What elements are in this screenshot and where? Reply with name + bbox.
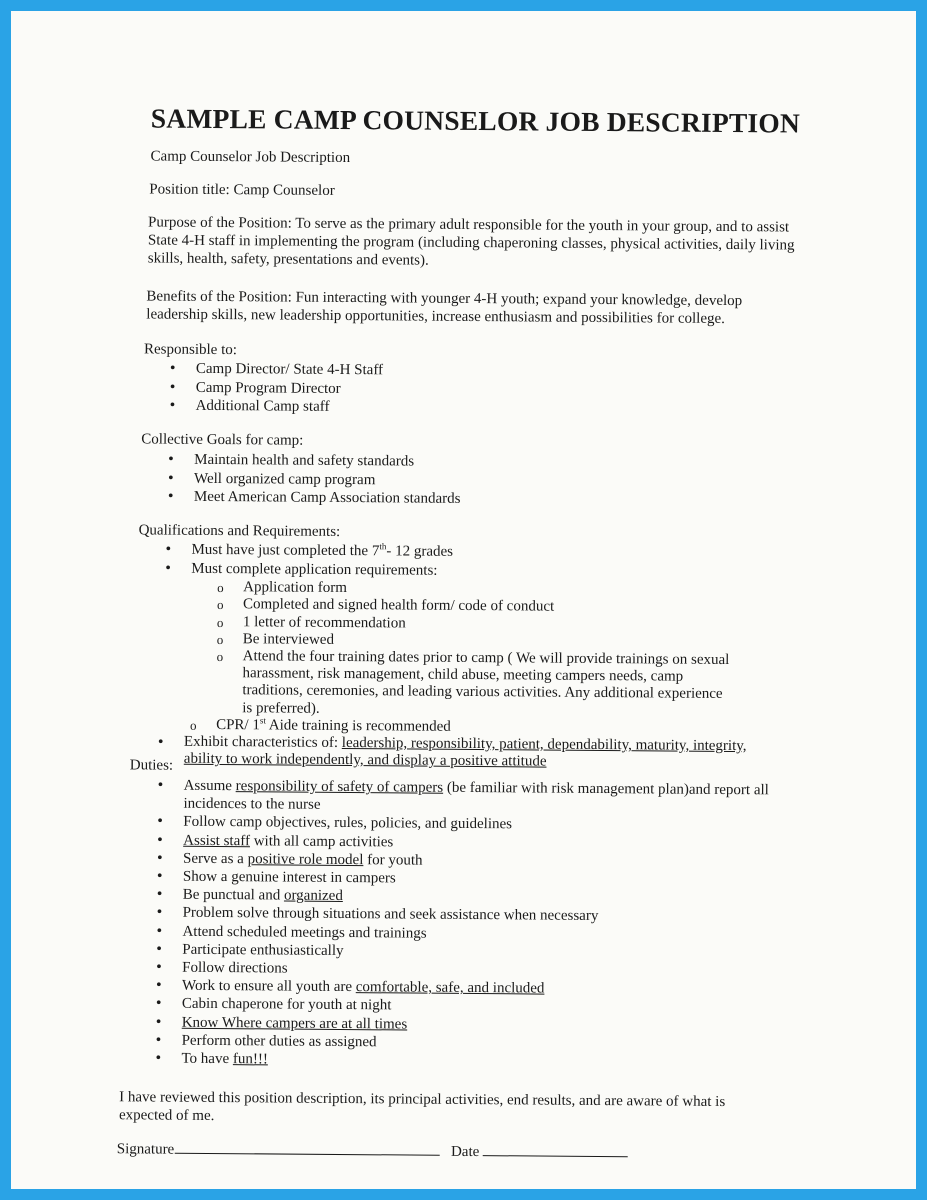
application-requirements-list bbox=[216, 579, 737, 738]
duty-text: Assume bbox=[183, 777, 236, 795]
list-item: • Additional Camp staff bbox=[170, 397, 383, 417]
duty-text: To have bbox=[181, 1050, 233, 1068]
subtitle: Camp Counselor Job Description bbox=[150, 148, 351, 167]
duty-text: Work to ensure all youth are bbox=[181, 977, 356, 996]
list-item: • Camp Program Director bbox=[170, 378, 383, 398]
signature-row bbox=[117, 1138, 677, 1162]
duty-emphasis: comfortable, safe, and included bbox=[355, 979, 545, 997]
cpr-text-end: Aide training is recommended bbox=[265, 717, 451, 735]
duty-text: Be punctual and bbox=[182, 886, 285, 904]
duties-label: Duties: bbox=[129, 757, 174, 774]
list-item: • Well organized camp program bbox=[168, 469, 461, 490]
signature-label: Signature bbox=[116, 1141, 175, 1158]
benefits-paragraph: Benefits of the Position: Fun interacting with younger 4-H youth; expand your knowledge, develop leadership skills, new leadership opportunities, increase enthusiasm and possibilities for college. bbox=[146, 288, 743, 327]
duty-text-end: for youth bbox=[363, 851, 423, 869]
cpr-text: CPR/ 1 bbox=[216, 716, 260, 734]
list-item: • Maintain health and safety standards bbox=[168, 451, 461, 472]
collective-goals-list bbox=[168, 451, 461, 509]
duty-text-end: with all camp activities bbox=[249, 832, 394, 851]
application-label: Must complete application requirements: bbox=[191, 560, 438, 579]
grades-text: Must have just completed the 7 bbox=[191, 541, 380, 560]
list-item: • Meet American Camp Association standards bbox=[168, 488, 461, 509]
sub-list-item: o Attend the four training dates prior to camp ( We will provide trainings on sexual harassment, risk management, child abuse, meeting campers needs, camp traditions, ceremonies, and leading various activities. Any additional experience is preferred). bbox=[216, 648, 737, 721]
exhibit-characteristics: leadership, responsibility, patient, dependability, maturity, integrity, ability to work independently, and display a positive attitude bbox=[183, 735, 747, 770]
duty-emphasis: organized bbox=[283, 887, 343, 905]
responsible-to-label: Responsible to: bbox=[143, 341, 238, 359]
list-item: • Attend scheduled meetings and trainings bbox=[156, 922, 796, 945]
cpr-superscript: st bbox=[259, 715, 266, 726]
acknowledgement-paragraph: I have reviewed this position description, its principal activities, end results, and are aware of what is expected of me. bbox=[118, 1089, 726, 1124]
sub-list-item: o 1 letter of recommendation bbox=[217, 614, 737, 635]
sub-list-item: o Be interviewed bbox=[217, 631, 737, 652]
list-item: • Follow directions bbox=[156, 959, 796, 982]
list-item bbox=[157, 777, 797, 818]
list-item: • Problem solve through situations and seek assistance when necessary bbox=[157, 904, 797, 927]
purpose-paragraph: Purpose of the Position: To serve as the primary adult responsible for the youth in your group, and to assist State 4-H staff in implementing the program (including chaperoning classes, physical activities, daily living skills, health, safety, presentations and events). bbox=[147, 214, 795, 269]
duty-emphasis: Know Where campers are at all times bbox=[181, 1014, 408, 1033]
position-title: Position title: Camp Counselor bbox=[149, 181, 335, 199]
list-item: • Participate enthusiastically bbox=[156, 940, 796, 963]
list-item bbox=[164, 559, 785, 738]
list-item bbox=[155, 1050, 795, 1073]
list-item: • Camp Director/ State 4-H Staff bbox=[170, 360, 383, 380]
duty-emphasis: positive role model bbox=[247, 851, 364, 868]
list-item: • Show a genuine interest in campers bbox=[157, 868, 797, 891]
document-page bbox=[11, 11, 916, 1189]
duty-emphasis: fun!!! bbox=[232, 1051, 268, 1068]
grades-text-end: - 12 grades bbox=[386, 543, 454, 560]
signature-field[interactable] bbox=[174, 1139, 439, 1156]
exhibit-text: Exhibit characteristics of: bbox=[183, 733, 342, 752]
list-item: • Cabin chaperone for youth at night bbox=[156, 995, 796, 1018]
list-item: • Perform other duties as assigned bbox=[156, 1031, 796, 1054]
document-title: SAMPLE CAMP COUNSELOR JOB DESCRIPTION bbox=[150, 102, 801, 139]
qualifications-label: Qualifications and Requirements: bbox=[138, 522, 341, 540]
list-item: • Follow camp objectives, rules, policies, and guidelines bbox=[157, 813, 797, 836]
duty-emphasis: Assist staff bbox=[183, 832, 251, 849]
responsible-to-list bbox=[170, 360, 384, 417]
qualifications-list bbox=[164, 541, 786, 773]
date-label: Date bbox=[450, 1143, 480, 1161]
document-body bbox=[11, 11, 916, 1189]
duty-emphasis: responsibility of safety of campers bbox=[235, 778, 444, 796]
date-field[interactable] bbox=[483, 1141, 628, 1157]
duty-text: Serve as a bbox=[182, 850, 248, 868]
sub-list-item: o Application form bbox=[217, 579, 737, 600]
duty-text-end: (be familiar with risk management plan)and report all incidences to the nurse bbox=[183, 779, 769, 814]
duties-list bbox=[155, 777, 797, 1073]
collective-goals-label: Collective Goals for camp: bbox=[141, 431, 304, 449]
grades-superscript: th bbox=[379, 541, 387, 552]
list-item bbox=[158, 734, 784, 773]
sub-list-item: o Completed and signed health form/ code of conduct bbox=[217, 596, 737, 617]
